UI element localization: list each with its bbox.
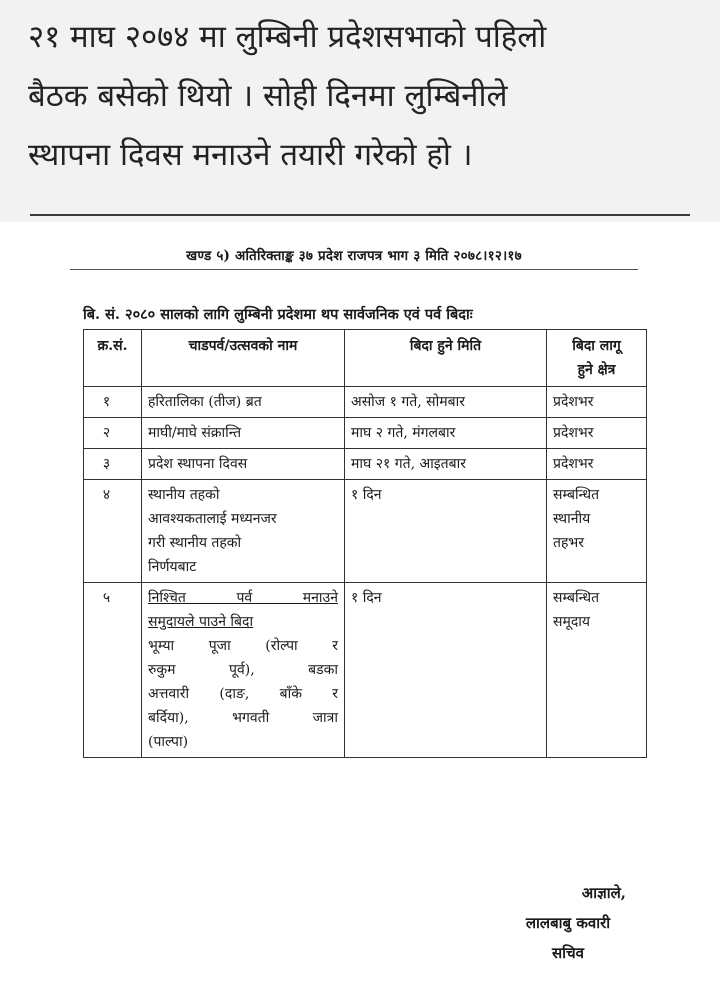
row-name: [142, 480, 345, 583]
holiday-table: [83, 329, 647, 758]
table-header-row: [84, 330, 647, 387]
row-sn: ४: [84, 480, 142, 583]
row-area-line: सम्बन्धित: [553, 487, 600, 503]
table-row: [84, 449, 647, 480]
signature-order: आज्ञाले,: [581, 884, 626, 902]
row-name-underlined-line: समुदायले पाउने बिदा: [148, 614, 254, 630]
row-name: [142, 583, 345, 758]
header-area-line: हुने क्षेत्र: [577, 362, 616, 378]
scanned-document: [0, 222, 720, 999]
signature-block: [488, 878, 648, 968]
row-name-line: अत्तवारी (दाङ, बाँके र: [148, 686, 338, 702]
row-date: १ दिन: [345, 583, 547, 758]
intro-paragraph: [28, 8, 708, 185]
row-date: १ दिन: [345, 480, 547, 583]
gazette-header: खण्ड ५) अतिरिक्ताङ्क ३७ प्रदेश राजपत्र भाग ३ मिति २०७८।१२।१७: [70, 246, 638, 270]
row-name-line: गरी स्थानीय तहको: [148, 535, 242, 551]
table-row: [84, 480, 647, 583]
row-name-line: निर्णयबाट: [148, 559, 197, 575]
header-area-line: बिदा लागू: [572, 338, 621, 354]
row-area: प्रदेशभर: [547, 387, 647, 418]
row-area-line: सम्बन्धित: [553, 590, 600, 606]
table-row: [84, 387, 647, 418]
intro-line: स्थापना दिवस मनाउने तयारी गरेको हो ।: [28, 137, 473, 173]
row-sn: २: [84, 418, 142, 449]
row-name-line: (पाल्पा): [148, 734, 189, 750]
intro-line: २१ माघ २०७४ मा लुम्बिनी प्रदेशसभाको पहिलो: [28, 19, 547, 55]
signature-name: लालबाबु कवारी: [525, 914, 611, 932]
row-date: माघ २१ गते, आइतबार: [345, 449, 547, 480]
row-name: हरितालिका (तीज) ब्रत: [142, 387, 345, 418]
row-name: प्रदेश स्थापना दिवस: [142, 449, 345, 480]
row-area: प्रदेशभर: [547, 449, 647, 480]
table-caption: बि. सं. २०८० सालको लागि लुम्बिनी प्रदेशमा थप सार्वजनिक एवं पर्व बिदाः: [83, 306, 473, 323]
row-sn: ५: [84, 583, 142, 758]
row-date: माघ २ गते, मंगलबार: [345, 418, 547, 449]
signature-title: सचिव: [552, 944, 584, 962]
row-name-underlined-line: निश्चित पर्व मनाउने: [148, 590, 338, 606]
row-name-line: बर्दिया), भगवती जात्रा: [148, 710, 338, 726]
row-area: [547, 480, 647, 583]
row-name-line: स्थानीय तहको: [148, 487, 220, 503]
separator-line: [30, 214, 690, 216]
header-area: [547, 330, 647, 387]
header-name: चाडपर्व/उत्सवको नाम: [142, 330, 345, 387]
table-row: [84, 418, 647, 449]
row-name: माघी/माघे संक्रान्ति: [142, 418, 345, 449]
row-area-line: स्थानीय: [553, 511, 591, 527]
header-sn: क्र.सं.: [84, 330, 142, 387]
row-sn: ३: [84, 449, 142, 480]
row-sn: १: [84, 387, 142, 418]
row-date: असोज १ गते, सोमबार: [345, 387, 547, 418]
header-date: बिदा हुने मिति: [345, 330, 547, 387]
row-name-line: रुकुम पूर्व), बडका: [148, 662, 338, 678]
row-area-line: समूदाय: [553, 614, 591, 630]
row-name-line: आवश्यकतालाई मध्यनजर: [148, 511, 277, 527]
row-area: [547, 583, 647, 758]
intro-line: बैठक बसेको थियो । सोही दिनमा लुम्बिनीले: [28, 78, 508, 114]
row-area: प्रदेशभर: [547, 418, 647, 449]
row-name-line: भूम्या पूजा (रोल्पा र: [148, 638, 338, 654]
row-area-line: तहभर: [553, 535, 584, 551]
table-row: [84, 583, 647, 758]
